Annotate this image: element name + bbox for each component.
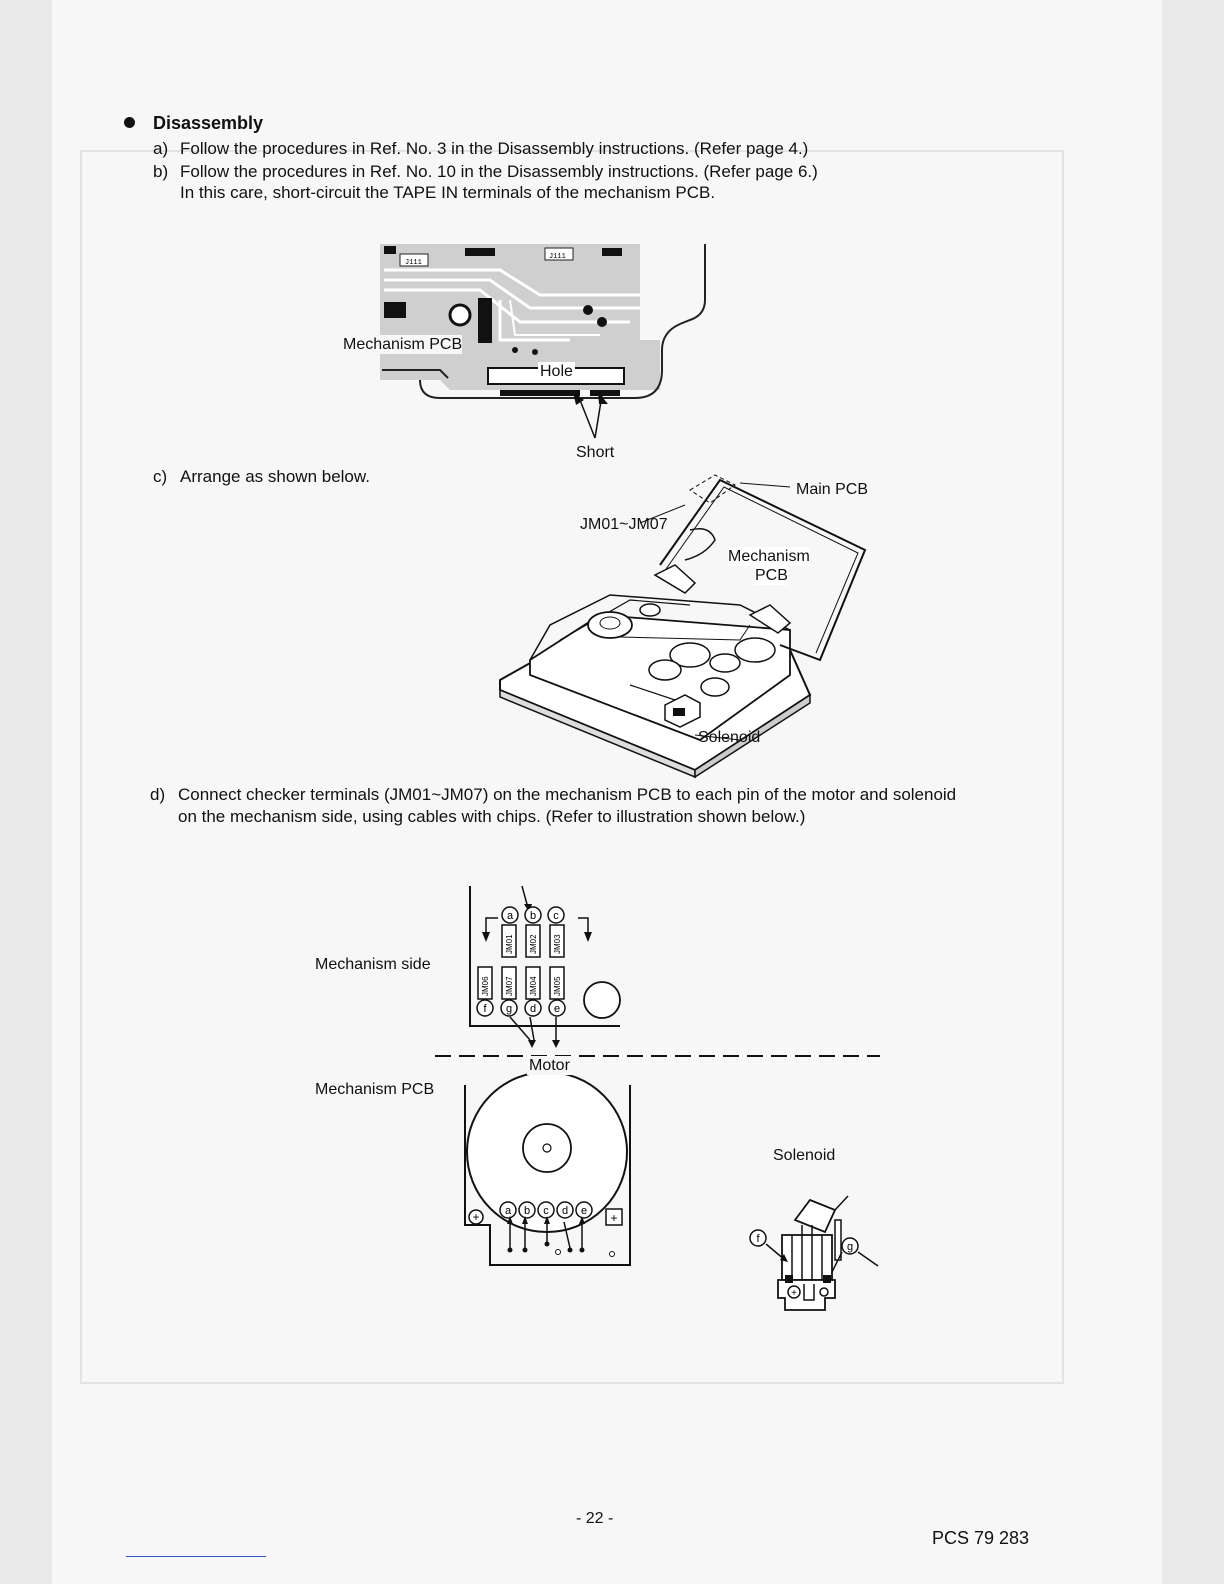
figure3-mechanism-side-label: Mechanism side — [315, 956, 431, 973]
step-d-text: Connect checker terminals (JM01~JM07) on the mechanism PCB to each pin of the motor and solenoid — [178, 785, 957, 804]
motor-plus-right: + — [610, 1211, 618, 1225]
solenoid-drawing — [778, 1196, 848, 1310]
step-b-marker: b) — [153, 162, 169, 181]
svg-text:JM07: JM07 — [505, 976, 514, 996]
svg-text:JM01: JM01 — [505, 934, 514, 954]
figure2-jm-range-label: JM01~JM07 — [580, 516, 668, 533]
step-b-text-2: In this care, short-circuit the TAPE IN terminals of the mechanism PCB. — [180, 183, 716, 202]
figure2-mechanism-pcb-label-1: Mechanism — [728, 548, 810, 565]
step-b-text: Follow the procedures in Ref. No. 10 in the Disassembly instructions. (Refer page 6.) — [180, 162, 818, 181]
board-mark-2: J111 — [549, 253, 566, 261]
terminal-jm02 — [526, 925, 540, 957]
terminal-jm05 — [550, 967, 564, 999]
svg-text:JM05: JM05 — [553, 976, 562, 996]
svg-text:JM04: JM04 — [529, 976, 538, 996]
motor-pin-a: a — [504, 1205, 512, 1217]
figure3-mechanism-pcb-label: Mechanism PCB — [315, 1081, 435, 1098]
figure1-hole-label: Hole — [540, 363, 573, 380]
figure2-main-pcb-label: Main PCB — [796, 481, 869, 498]
section-heading: Disassembly — [153, 113, 264, 133]
bottom-pin-f: f — [483, 1003, 487, 1015]
svg-text:JM02: JM02 — [529, 934, 538, 954]
document-code: PCS 79 283 — [932, 1528, 1030, 1548]
step-a-text: Follow the procedures in Ref. No. 3 in the Disassembly instructions. (Refer page 4.) — [180, 139, 809, 158]
svg-text:JM03: JM03 — [553, 934, 562, 954]
motor-pin-b: b — [523, 1205, 531, 1217]
step-d-text-2: on the mechanism side, using cables with chips. (Refer to illustration shown below.) — [178, 807, 806, 826]
motor-plus-left: + — [472, 1210, 480, 1224]
svg-text:+: + — [791, 1288, 797, 1299]
page-number: - 22 - — [576, 1510, 614, 1527]
motor-pin-e: e — [580, 1205, 588, 1217]
motor-pin-d: d — [561, 1205, 569, 1217]
top-pin-a: a — [506, 910, 514, 922]
bottom-pin-d: d — [529, 1003, 537, 1015]
svg-text:JM06: JM06 — [481, 976, 490, 996]
figure3-solenoid-label: Solenoid — [773, 1147, 836, 1164]
top-pin-b: b — [529, 910, 537, 922]
terminal-jm03 — [550, 925, 564, 957]
terminal-jm04 — [526, 967, 540, 999]
terminal-jm07 — [502, 967, 516, 999]
step-c-marker: c) — [153, 467, 168, 486]
terminal-jm01 — [502, 925, 516, 957]
figure1-short-label: Short — [576, 444, 615, 461]
figure-wiring — [430, 880, 890, 1320]
bullet-icon — [124, 117, 135, 128]
footer-rule — [126, 1556, 266, 1557]
terminal-jm06 — [478, 967, 492, 999]
solenoid-pin-f: f — [756, 1233, 760, 1245]
step-a-marker: a) — [153, 139, 169, 158]
solenoid-pin-g: g — [846, 1241, 854, 1253]
top-pin-c: c — [553, 910, 559, 922]
bottom-pin-e: e — [553, 1003, 561, 1015]
figure1-mechanism-pcb-label: Mechanism PCB — [343, 336, 463, 353]
board-mark-1: J111 — [405, 259, 422, 267]
bottom-pin-g: g — [505, 1003, 513, 1015]
step-c-text: Arrange as shown below. — [180, 467, 370, 486]
figure3-motor-label: Motor — [529, 1057, 570, 1074]
step-d-marker: d) — [150, 785, 166, 804]
figure-pcb-short — [340, 240, 680, 470]
figure2-mechanism-pcb-label-2: PCB — [755, 567, 788, 584]
figure2-solenoid-label: Solenoid — [698, 729, 761, 746]
motor-pin-c: c — [543, 1205, 549, 1217]
